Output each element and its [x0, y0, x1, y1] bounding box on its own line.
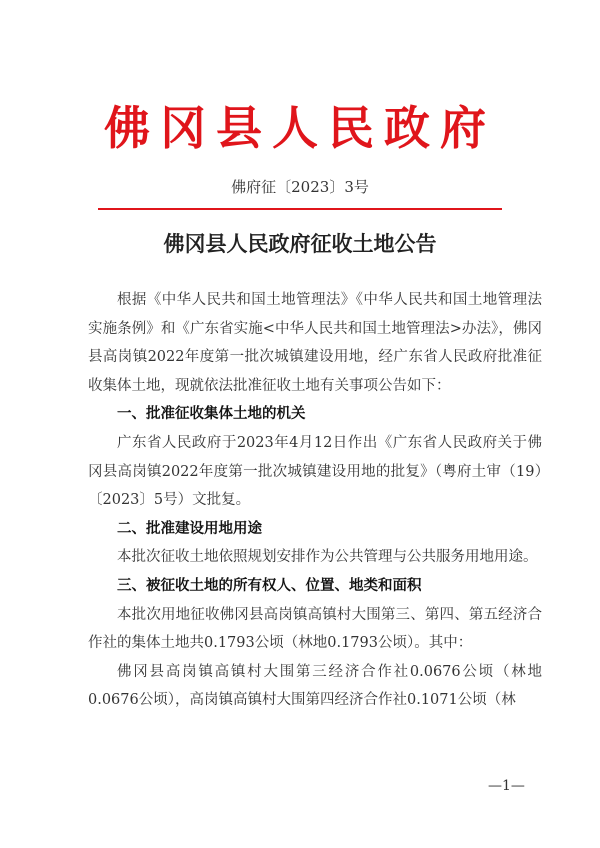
red-divider [98, 208, 502, 210]
section-3-paragraph-1: 本批次用地征收佛冈县高岗镇高镇村大围第三、第四、第五经济合作社的集体土地共0.1793公顷（林地0.1793公顷）。其中： [88, 606, 542, 652]
section-2-paragraph: 本批次征收土地依照规划安排作为公共管理与公共服务用地用途。 [117, 549, 538, 566]
notice-body [88, 286, 542, 715]
issuer-title: 佛冈县人民政府 [104, 101, 496, 155]
section-heading-3: 三、被征收土地的所有权人、位置、地类和面积 [117, 577, 422, 594]
section-heading-1: 一、批准征收集体土地的机关 [117, 406, 306, 423]
document-number: 佛府征〔2023〕3号 [231, 178, 369, 196]
intro-paragraph: 根据《中华人民共和国土地管理法》《中华人民共和国土地管理法实施条例》和《广东省实施<中华人民共和国土地管理法>办法》，佛冈县高岗镇2022年度第一批次城镇建设用地，经广东省人民政府批准征收集体土地，现就依法批准征收土地有关事项公告如下： [88, 292, 542, 394]
notice-title: 佛冈县人民政府征收土地公告 [163, 231, 437, 256]
page-number: —1— [488, 778, 525, 794]
section-1-paragraph: 广东省人民政府于2023年4月12日作出《广东省人民政府关于佛冈县高岗镇2022年度第一批次城镇建设用地的批复》（粤府土审（19）〔2023〕5号）文批复。 [88, 434, 542, 509]
section-heading-2: 二、批准建设用地用途 [117, 520, 262, 537]
section-3-paragraph-2: 佛冈县高岗镇高镇村大围第三经济合作社0.0676公顷（林地0.0676公顷），高岗镇高镇村大围第四经济合作社0.1071公顷（林 [88, 663, 542, 709]
